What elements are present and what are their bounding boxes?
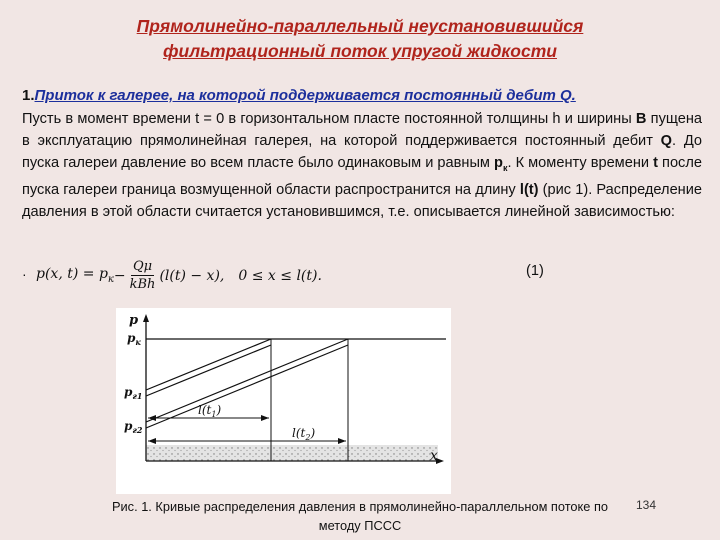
para-symbol-t: t bbox=[653, 155, 658, 171]
para-symbol-lt: l(t) bbox=[519, 181, 539, 198]
para-text-1: Пусть в момент времени t = 0 в горизонтальном пласте постоянной толщины h и ширины bbox=[22, 111, 636, 127]
formula-fraction bbox=[130, 258, 156, 293]
l1-label: $l(t_1)$ bbox=[198, 403, 222, 419]
formula-bullet: · bbox=[22, 266, 27, 282]
equation-number: (1) bbox=[526, 263, 544, 279]
pressure-distribution-figure bbox=[116, 308, 451, 494]
para-text-6: (рис 1). Распределение давления в этой области считается установившимся, т.е. описывается линейной зависимостью: bbox=[22, 181, 703, 220]
ground-hatch bbox=[146, 445, 438, 461]
fraction-numerator: Qμ bbox=[132, 259, 153, 274]
pressure-line-t1 bbox=[146, 339, 271, 390]
para-text-5: после пуска галереи граница возмущенной области распространится на длину bbox=[22, 155, 702, 198]
title-line-1: Прямолинейно-параллельный неустановившийся bbox=[136, 16, 584, 36]
figure-diagram bbox=[116, 308, 451, 494]
formula-condition: 0 ≤ x ≤ l(t). bbox=[238, 267, 322, 284]
caption-line-1: Рис. 1. Кривые распределения давления в прямолинейно-параллельном потоке по bbox=[112, 499, 608, 514]
pressure-line-t2-b bbox=[146, 345, 348, 428]
section-number: 1. bbox=[22, 87, 35, 104]
pk-label: $p_к$ bbox=[127, 331, 141, 347]
fraction-denominator: kBh bbox=[129, 277, 156, 292]
formula-rhs: (l(t) − x), bbox=[159, 267, 225, 284]
para-symbol-pk: $p_к$ bbox=[494, 155, 508, 173]
formula-lhs: p(x, $t) = p_к$ bbox=[36, 266, 114, 285]
p-axis-label: p bbox=[129, 313, 139, 328]
slide-title bbox=[0, 14, 720, 64]
pr2-label: $p_{г2}$ bbox=[124, 419, 143, 435]
pressure-formula bbox=[36, 258, 322, 293]
title-line-2: фильтрационный поток упругой жидкости bbox=[163, 41, 557, 61]
formula-minus: − bbox=[113, 267, 126, 284]
pr1-label: $p_{г1}$ bbox=[124, 385, 143, 401]
para-text-4: . К моменту времени bbox=[507, 155, 654, 171]
para-text-2: пущена в эксплуатацию прямолинейная галерея, на которой поддерживается постоянный дебит bbox=[22, 111, 702, 149]
x-axis-label: x bbox=[430, 448, 438, 464]
para-symbol-q: Q bbox=[660, 133, 673, 149]
page-number: 134 bbox=[636, 498, 657, 512]
body-paragraph bbox=[22, 108, 702, 223]
pressure-line-t1-b bbox=[146, 345, 271, 396]
l2-label: $l(t_2)$ bbox=[292, 426, 316, 442]
pressure-line-t2 bbox=[146, 339, 348, 422]
figure-caption bbox=[0, 497, 720, 535]
para-symbol-b: B bbox=[635, 111, 647, 127]
caption-line-2: методу ПССС bbox=[318, 518, 402, 533]
section-heading bbox=[22, 87, 702, 105]
para-text-3: . До пуска галереи давление во всем пласте было одинаковым и равным bbox=[22, 133, 702, 171]
p-axis-arrow bbox=[143, 314, 149, 322]
section-heading-text: Приток к галерее, на которой поддерживается постоянный дебит Q. bbox=[34, 87, 576, 104]
